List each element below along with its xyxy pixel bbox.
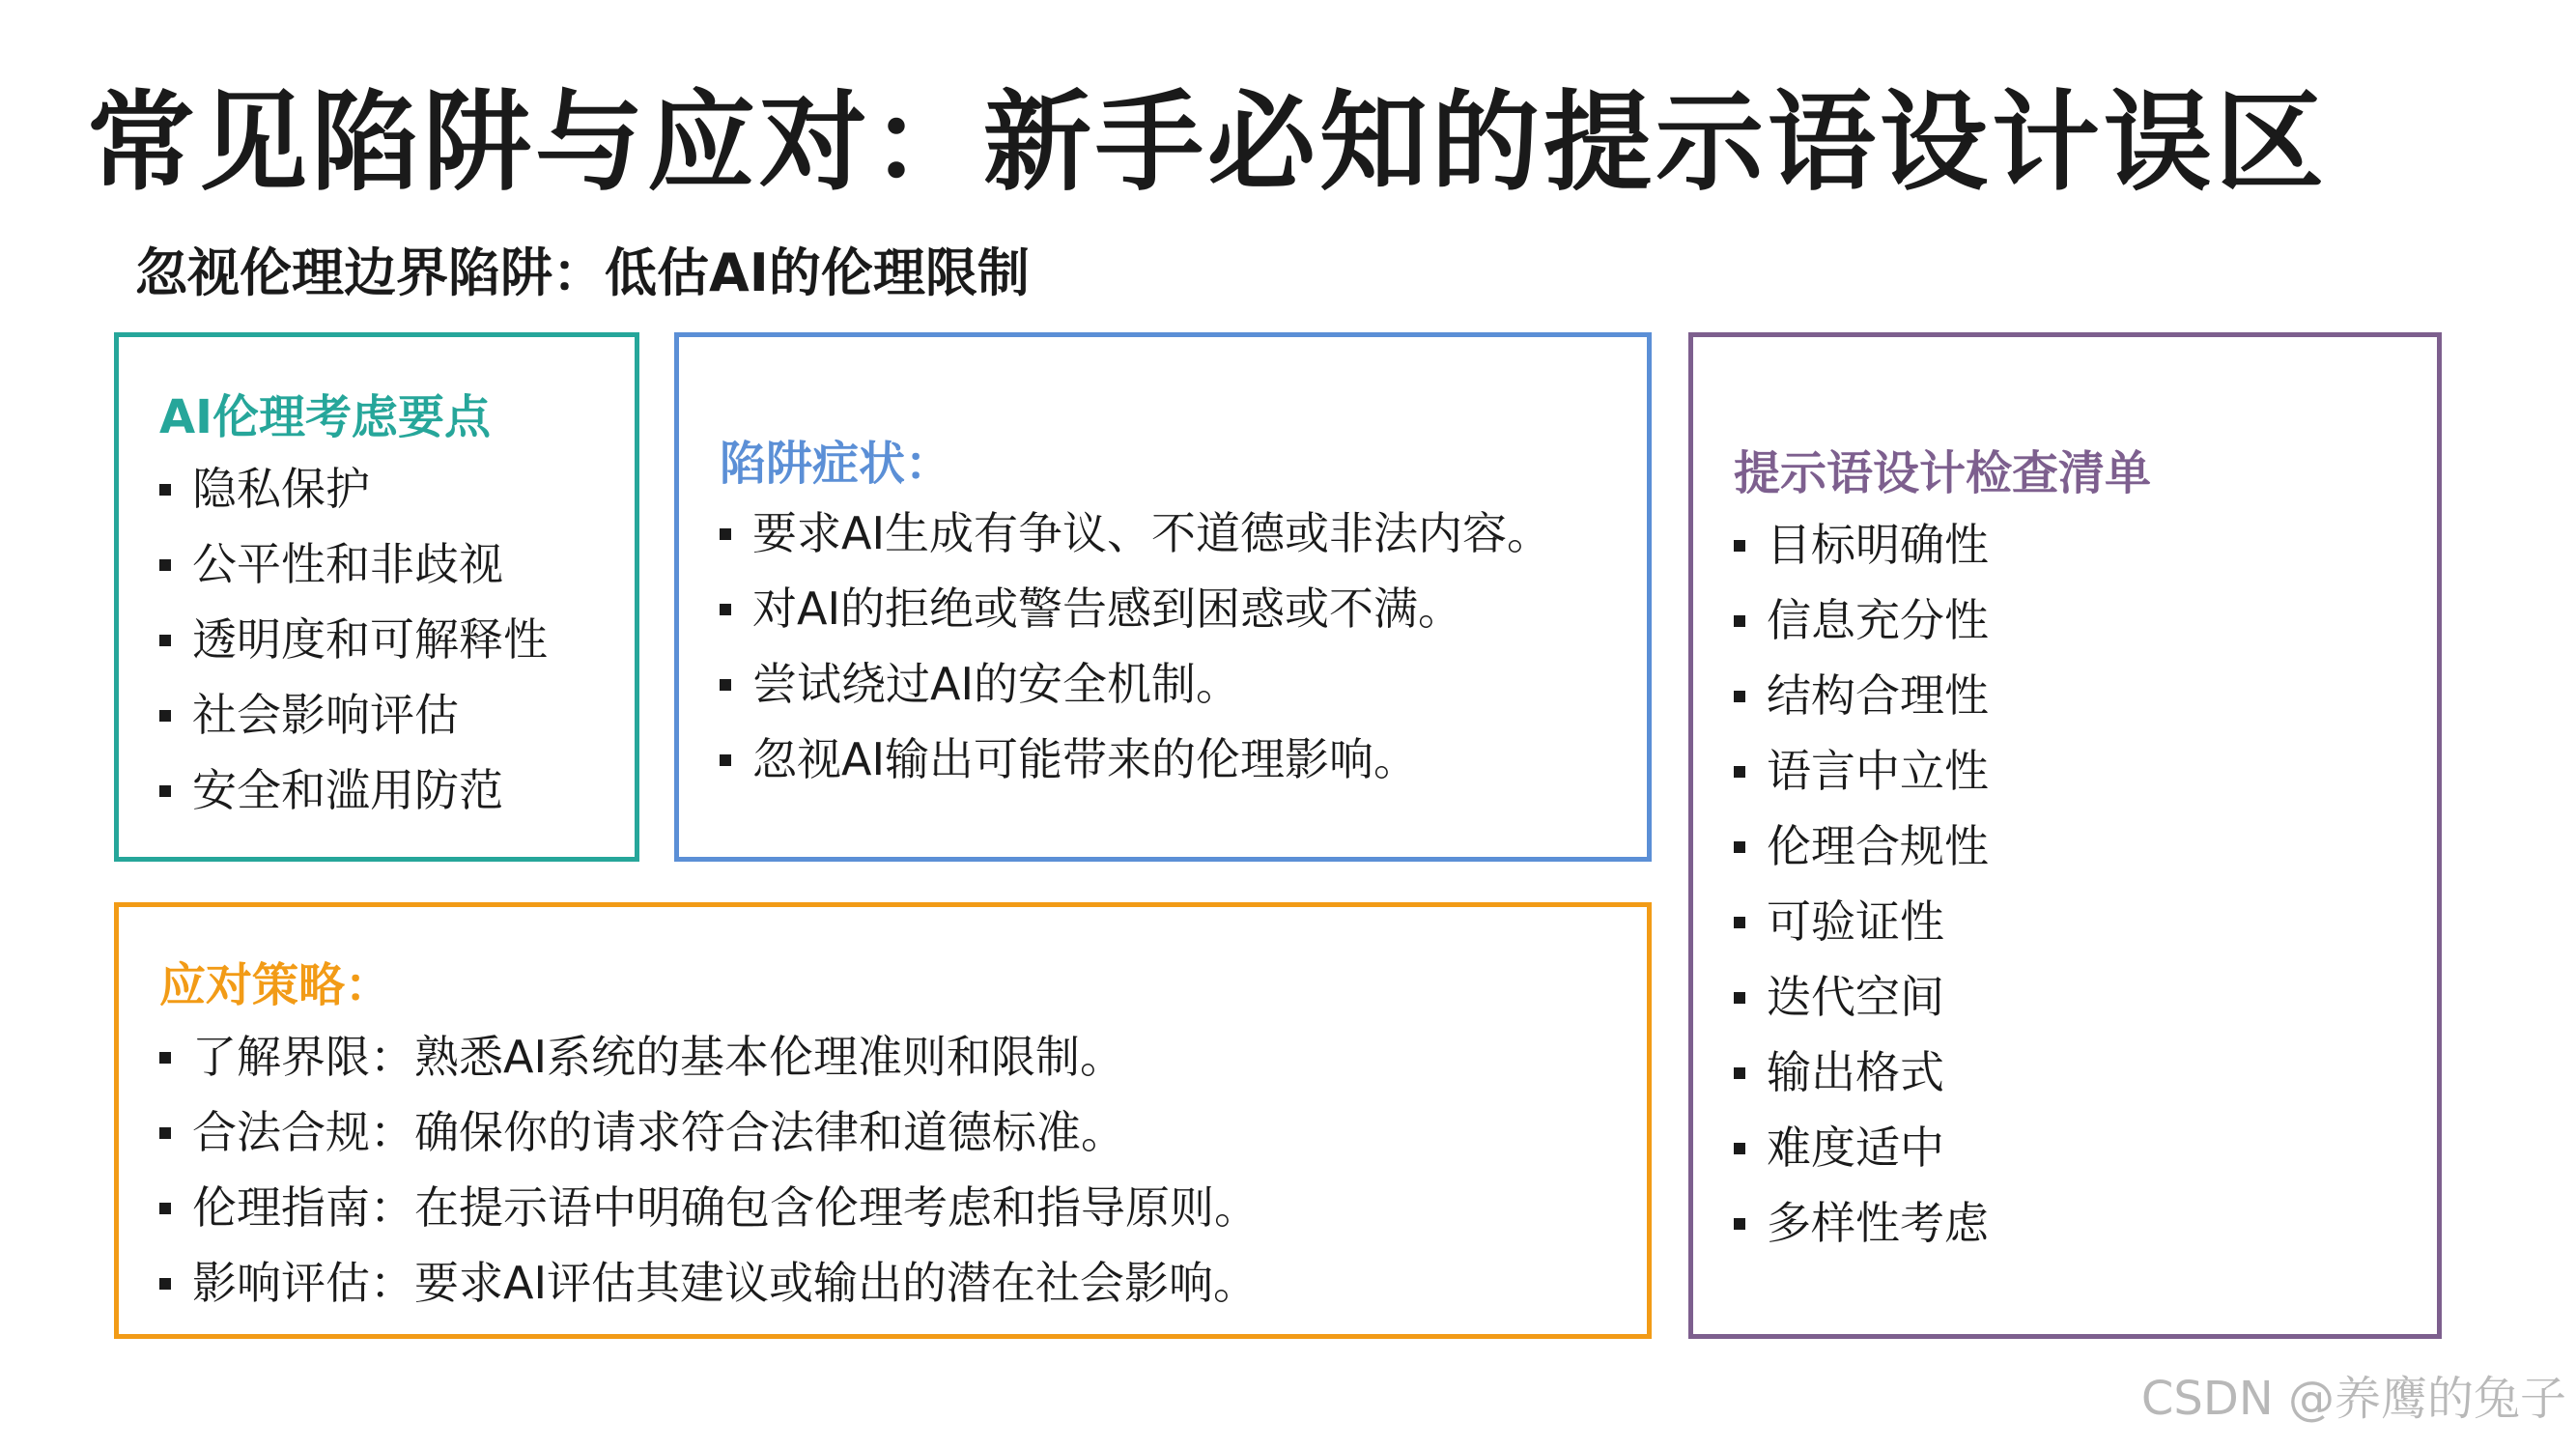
pitfall-symptoms-box [674,332,1652,862]
bullet-icon [720,679,731,691]
list-item: 公平性和非歧视 [159,526,548,602]
page-title: 常见陷阱与应对：新手必知的提示语设计误区 [87,80,2328,206]
bullet-icon [1734,691,1745,702]
bullet-icon [1734,841,1745,853]
checklist-heading: 提示语设计检查清单 [1734,446,2152,500]
list-item: 结构合理性 [1734,658,1989,733]
list-item: 尝试绕过AI的安全机制。 [720,646,1551,722]
design-checklist-box [1688,332,2442,1339]
list-item: 对AI的拒绝或警告感到困惑或不满。 [720,571,1551,646]
list-item: 安全和滥用防范 [159,753,548,828]
coping-strategy-box [114,902,1652,1339]
strategy-heading: 应对策略： [159,958,392,1012]
strategy-list [159,1019,1259,1321]
list-item: 语言中立性 [1734,733,1989,809]
bullet-icon [159,1203,171,1214]
list-item: 了解界限：熟悉AI系统的基本伦理准则和限制。 [159,1019,1259,1094]
bullet-icon [1734,766,1745,778]
list-item: 可验证性 [1734,884,1989,959]
bullet-icon [720,604,731,615]
section-subtitle: 忽视伦理边界陷阱：低估AI的伦理限制 [135,242,1030,303]
list-item: 透明度和可解释性 [159,602,548,677]
list-item: 影响评估：要求AI评估其建议或输出的潜在社会影响。 [159,1245,1259,1321]
bullet-icon [159,1278,171,1290]
bullet-icon [159,710,171,722]
list-item: 迭代空间 [1734,959,1989,1035]
bullet-icon [159,559,171,571]
list-item: 忽视AI输出可能带来的伦理影响。 [720,722,1551,797]
checklist-list [1734,507,1989,1261]
ethics-considerations-box [114,332,639,862]
list-item: 要求AI生成有争议、不道德或非法内容。 [720,496,1551,571]
bullet-icon [1734,917,1745,928]
symptoms-list [720,496,1551,797]
list-item: 伦理指南：在提示语中明确包含伦理考虑和指导原则。 [159,1170,1259,1245]
bullet-icon [159,1052,171,1064]
ethics-heading: AI伦理考虑要点 [159,390,492,444]
bullet-icon [720,754,731,766]
list-item: 目标明确性 [1734,507,1989,582]
list-item: 合法合规：确保你的请求符合法律和道德标准。 [159,1094,1259,1170]
list-item: 多样性考虑 [1734,1185,1989,1261]
list-item: 信息充分性 [1734,582,1989,658]
bullet-icon [159,785,171,797]
ethics-list [159,451,548,828]
bullet-icon [1734,615,1745,627]
list-item: 隐私保护 [159,451,548,526]
bullet-icon [159,484,171,496]
bullet-icon [1734,1218,1745,1230]
bullet-icon [1734,1067,1745,1079]
watermark: CSDN @养鹰的兔子 [2140,1372,2566,1426]
list-item: 伦理合规性 [1734,809,1989,884]
list-item: 输出格式 [1734,1035,1989,1110]
bullet-icon [1734,1143,1745,1154]
list-item: 社会影响评估 [159,677,548,753]
bullet-icon [720,528,731,540]
bullet-icon [1734,540,1745,552]
bullet-icon [159,635,171,646]
list-item: 难度适中 [1734,1110,1989,1185]
bullet-icon [159,1127,171,1139]
symptoms-heading: 陷阱症状： [720,437,952,491]
bullet-icon [1734,992,1745,1004]
